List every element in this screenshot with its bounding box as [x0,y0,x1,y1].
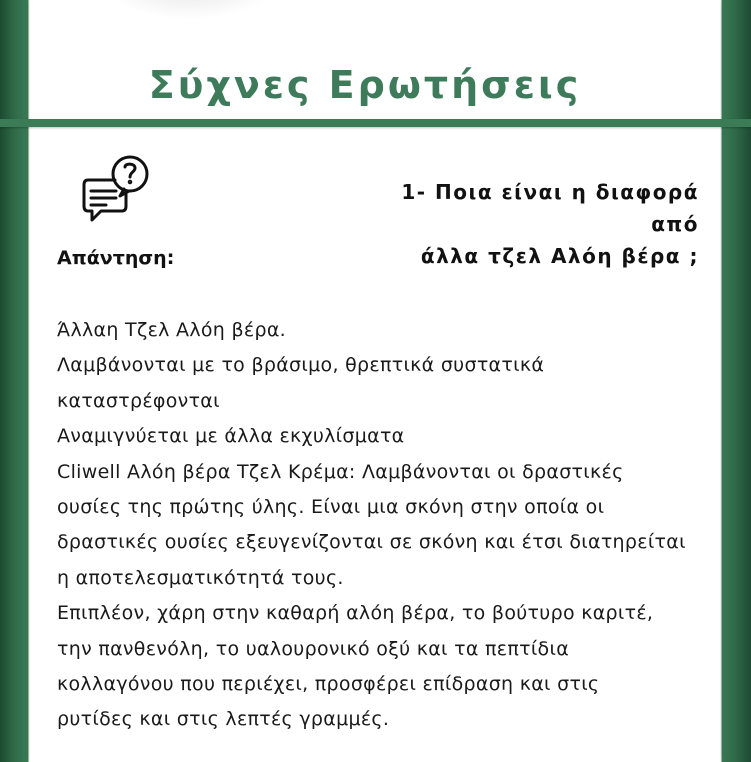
question-line: 1- Ποια είναι η διαφορά από [401,180,699,236]
chat-question-icon [82,154,152,224]
answer-line: καταστρέφονται [57,389,220,412]
answer-line: ρυτίδες και στις λεπτές γραμμές. [57,708,390,731]
answer-body [57,313,707,738]
answer-line: ουσίες της πρώτης ύλης. Είναι μια σκόνη στην οποία οι [57,496,605,519]
answer-line: Άλλαη Τζελ Αλόη βέρα. [57,319,287,341]
answer-line: Επιπλέον, χάρη στην καθαρή αλόη βέρα, το βούτυρο καριτέ, [57,602,654,625]
title-divider [0,119,751,127]
answer-line: Λαμβάνονται με το βράσιμο, θρεπτικά συστατικά [57,354,545,377]
faq-question [369,176,699,272]
answer-line: δραστικές ουσίες εξευγενίζονται σε σκόνη και έτσι διατηρείται [57,531,686,554]
answer-label: Απάντηση: [57,247,175,269]
answer-line: Αναμιγνύεται με άλλα εκχυλίσματα [57,425,405,448]
answer-line: Cliwell Αλόη βέρα Τζελ Κρέμα: Λαμβάνονται οι δραστικές [57,460,624,483]
answer-line: κολλαγόνου που περιέχει, προσφέρει επίδραση και στις [57,673,600,696]
decorative-shadow [100,0,280,20]
question-line: άλλα τζελ Αλόη βέρα ; [420,244,699,268]
answer-line: την πανθενόλη, το υαλουρονικό οξύ και τα πεπτίδια [57,637,570,660]
page-title: Σύχνες Ερωτήσεις [148,63,582,107]
answer-line: η αποτελεσματικότητά τους. [57,566,344,589]
